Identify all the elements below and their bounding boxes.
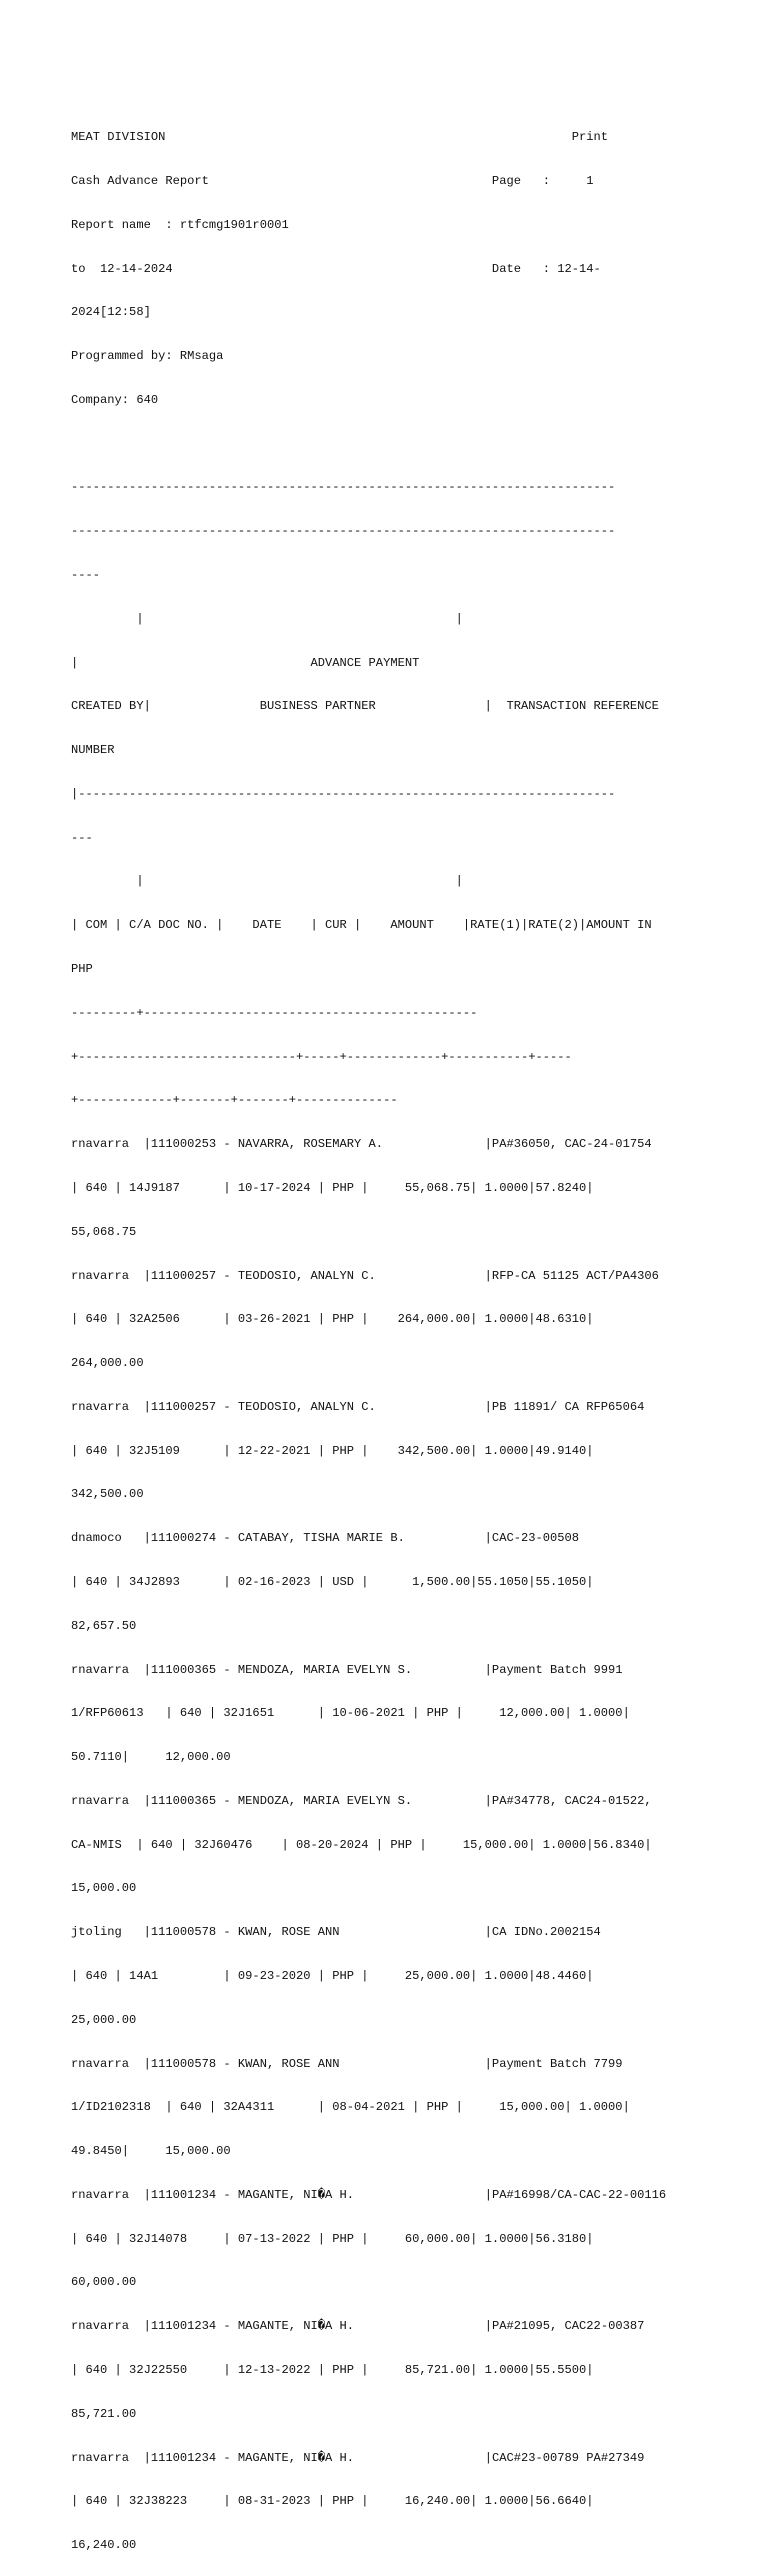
table-row: 60,000.00: [71, 2275, 137, 2290]
table-row: CA-NMIS | 640 | 32J60476 | 08-20-2024 | PHP | 15,000.00| 1.0000|56.8340|: [71, 1837, 652, 1852]
report-header-company: Company: 640: [71, 392, 159, 407]
table-row: jtoling |111000578 - KWAN, ROSE ANN |CA IDNo.2002154: [71, 1925, 601, 1940]
table-row: | 640 | 32A2506 | 03-26-2021 | PHP | 264,000.00| 1.0000|48.6310|: [71, 1312, 594, 1327]
table-row: | 640 | 14A1 | 09-23-2020 | PHP | 25,000.00| 1.0000|48.4460|: [71, 1969, 594, 1983]
divider-line: ---------------------------------------------------------------------------: [71, 524, 616, 539]
report-page: [71, 101, 666, 2567]
column-header-line: PHP: [71, 962, 93, 977]
table-row: 50.7110| 12,000.00: [71, 1750, 231, 1765]
column-header-line: NUMBER: [71, 743, 115, 758]
divider-line: ---: [71, 830, 93, 845]
table-row: 342,500.00: [71, 1487, 144, 1502]
divider-line: +-------------+-------+-------+--------------: [71, 1093, 398, 1108]
table-row: rnavarra |111000578 - KWAN, ROSE ANN |Payment Batch 7799: [71, 2056, 623, 2071]
table-row: 16,240.00: [71, 2538, 137, 2553]
report-header-date-cont: 2024[12:58]: [71, 305, 151, 320]
column-header-line: CREATED BY| BUSINESS PARTNER | TRANSACTION REFERENCE: [71, 699, 659, 714]
table-row: rnavarra |111000253 - NAVARRA, ROSEMARY A. |PA#36050, CAC-24-01754: [71, 1137, 652, 1152]
table-row: rnavarra |111000365 - MENDOZA, MARIA EVELYN S. |Payment Batch 9991: [71, 1662, 623, 1677]
table-row: 55,068.75: [71, 1224, 137, 1239]
divider-line: ---------------------------------------------------------------------------: [71, 480, 616, 495]
table-row: 49.8450| 15,000.00: [71, 2144, 231, 2159]
table-row: | 640 | 34J2893 | 02-16-2023 | USD | 1,500.00|55.1050|55.1050|: [71, 1574, 594, 1589]
table-row: rnavarra |111000365 - MENDOZA, MARIA EVELYN S. |PA#34778, CAC24-01522,: [71, 1793, 652, 1808]
table-row: | 640 | 32J38223 | 08-31-2023 | PHP | 16,240.00| 1.0000|56.6640|: [71, 2494, 594, 2509]
table-row: rnavarra |111000257 - TEODOSIO, ANALYN C. |PB 11891/ CA RFP65064: [71, 1399, 645, 1414]
column-header-line: | ADVANCE PAYMENT: [71, 655, 420, 670]
report-header-date: to 12-14-2024 Date : 12-14-: [71, 261, 601, 276]
divider-line: ----: [71, 568, 101, 582]
table-row: 1/RFP60613 | 640 | 32J1651 | 10-06-2021 | PHP | 12,000.00| 1.0000|: [71, 1706, 630, 1721]
table-row: 85,721.00: [71, 2406, 137, 2421]
table-row: 82,657.50: [71, 1618, 137, 1633]
divider-line: +------------------------------+-----+-------------+-----------+-----: [71, 1049, 572, 1064]
table-row: | 640 | 32J22550 | 12-13-2022 | PHP | 85,721.00| 1.0000|55.5500|: [71, 2363, 594, 2378]
divider-line: ---------+----------------------------------------------: [71, 1005, 478, 1020]
report-header-title: Cash Advance Report Page : 1: [71, 173, 594, 188]
blank-line: [71, 437, 666, 452]
report-header-division: MEAT DIVISION Print: [71, 130, 609, 145]
report-header-name: Report name : rtfcmg1901r0001: [71, 217, 289, 232]
column-header-line: | |: [71, 611, 463, 626]
table-row: 15,000.00: [71, 1881, 137, 1896]
divider-line: |--------------------------------------------------------------------------: [71, 786, 616, 801]
report-header-programmer: Programmed by: RMsaga: [71, 349, 224, 364]
table-row: dnamoco |111000274 - CATABAY, TISHA MARIE B. |CAC-23-00508: [71, 1531, 580, 1546]
column-header-line: | COM | C/A DOC NO. | DATE | CUR | AMOUNT |RATE(1)|RATE(2)|AMOUNT IN: [71, 918, 652, 933]
table-row: 264,000.00: [71, 1356, 144, 1371]
table-row: rnavarra |111001234 - MAGANTE, NI�A H. |PA#16998/CA-CAC-22-00116: [71, 2187, 667, 2202]
table-row: 1/ID2102318 | 640 | 32A4311 | 08-04-2021 | PHP | 15,000.00| 1.0000|: [71, 2100, 630, 2115]
table-row: rnavarra |111000257 - TEODOSIO, ANALYN C. |RFP-CA 51125 ACT/PA4306: [71, 1268, 659, 1283]
table-row: | 640 | 14J9187 | 10-17-2024 | PHP | 55,068.75| 1.0000|57.8240|: [71, 1180, 594, 1195]
table-row: rnavarra |111001234 - MAGANTE, NI�A H. |CAC#23-00789 PA#27349: [71, 2450, 645, 2465]
table-row: rnavarra |111001234 - MAGANTE, NI�A H. |PA#21095, CAC22-00387: [71, 2319, 645, 2334]
table-row: | 640 | 32J5109 | 12-22-2021 | PHP | 342,500.00| 1.0000|49.9140|: [71, 1443, 594, 1458]
column-header-line: | |: [71, 874, 463, 889]
table-row: | 640 | 32J14078 | 07-13-2022 | PHP | 60,000.00| 1.0000|56.3180|: [71, 2231, 594, 2246]
table-row: 25,000.00: [71, 2012, 137, 2027]
